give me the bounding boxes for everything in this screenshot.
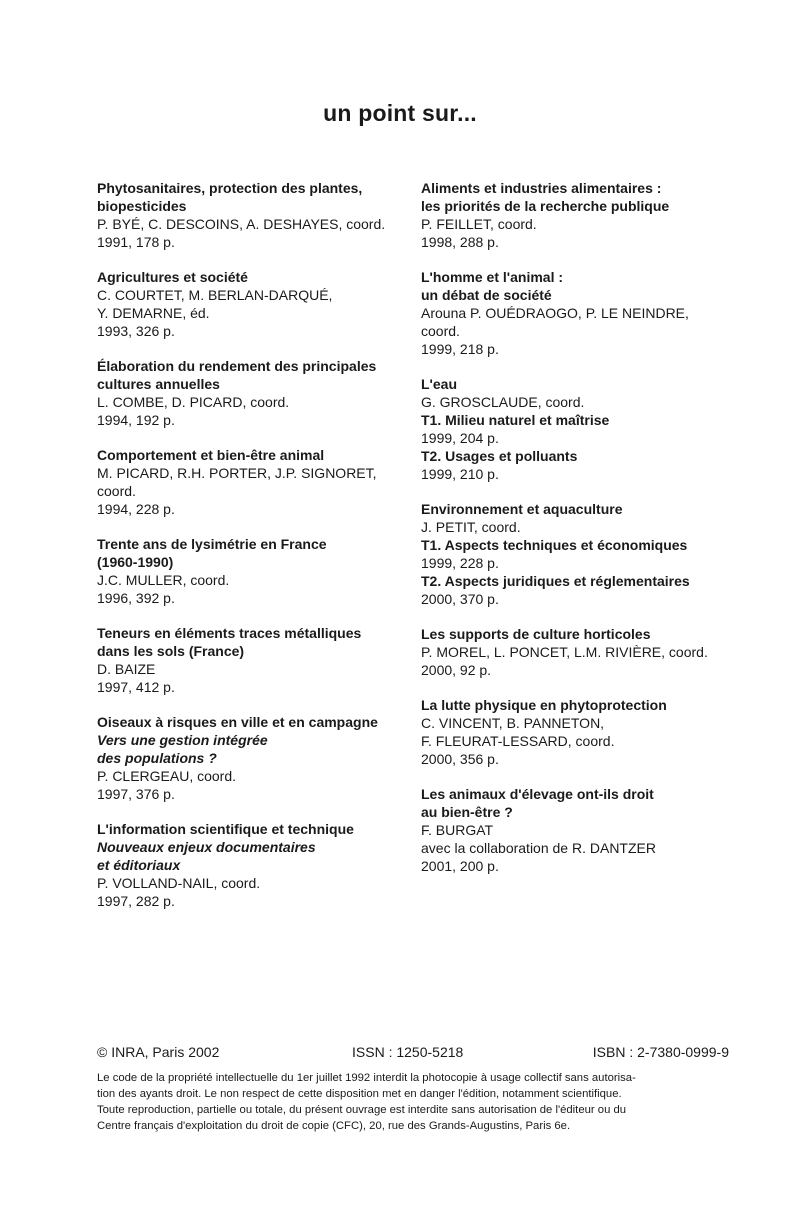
publication-detail: 1994, 228 p.	[97, 501, 175, 517]
page-title: un point sur...	[323, 100, 477, 126]
publication-title: Les animaux d'élevage ont-ils droit	[421, 786, 654, 802]
publication-title: (1960-1990)	[97, 554, 174, 570]
publication-detail: F. BURGAT	[421, 822, 494, 838]
publication-entry	[97, 179, 397, 251]
legal-line: Centre français d'exploitation du droit de copie (CFC), 20, rue des Grands-Augustins, Paris 6e.	[97, 1120, 571, 1132]
publication-title: Environnement et aquaculture	[421, 501, 623, 517]
publication-title: Élaboration du rendement des principales	[97, 358, 377, 374]
publication-entry	[97, 446, 397, 518]
isbn-number: ISBN : 2-7380-0999-9	[592, 1044, 729, 1060]
publication-title: L'eau	[421, 376, 458, 392]
publication-detail: 2000, 356 p.	[421, 751, 499, 767]
publication-entry	[97, 357, 397, 429]
publication-title: Comportement et bien-être animal	[97, 447, 325, 463]
right-column	[421, 179, 721, 892]
publication-detail: 1991, 178 p.	[97, 234, 175, 250]
publication-detail: C. COURTET, M. BERLAN-DARQUÉ,	[97, 287, 333, 303]
publication-entry	[97, 820, 397, 910]
publication-entry	[421, 785, 721, 875]
publication-title: Trente ans de lysimétrie en France	[97, 536, 327, 552]
publication-title: T1. Aspects techniques et économiques	[421, 537, 688, 553]
footer	[97, 1042, 729, 1134]
publication-title: Agricultures et société	[97, 269, 248, 285]
publication-title: T1. Milieu naturel et maîtrise	[421, 412, 610, 428]
publication-entry	[421, 696, 721, 768]
publication-detail: P. BYÉ, C. DESCOINS, A. DESHAYES, coord.	[97, 216, 386, 232]
publication-detail: 1999, 210 p.	[421, 466, 499, 482]
publication-title: L'information scientifique et technique	[97, 821, 354, 837]
publication-detail: C. VINCENT, B. PANNETON,	[421, 715, 605, 731]
publication-detail: 1998, 288 p.	[421, 234, 499, 250]
publication-subtitle: et éditoriaux	[97, 857, 181, 873]
legal-line: Toute reproduction, partielle ou totale, du présent ouvrage est interdite sans autorisation de l'éditeur ou du	[97, 1104, 627, 1116]
publication-title: dans les sols (France)	[97, 643, 245, 659]
publication-detail: P. CLERGEAU, coord.	[97, 768, 237, 784]
publication-title: La lutte physique en phytoprotection	[421, 697, 667, 713]
publication-title: les priorités de la recherche publique	[421, 198, 670, 214]
publication-detail: 1997, 412 p.	[97, 679, 175, 695]
publication-detail: 1997, 282 p.	[97, 893, 175, 909]
publication-detail: P. FEILLET, coord.	[421, 216, 537, 232]
publication-title: Phytosanitaires, protection des plantes,	[97, 180, 363, 196]
publication-title: cultures annuelles	[97, 376, 220, 392]
publication-entry	[97, 624, 397, 696]
publication-detail: P. VOLLAND-NAIL, coord.	[97, 875, 261, 891]
publication-detail: G. GROSCLAUDE, coord.	[421, 394, 585, 410]
publication-entry	[421, 179, 721, 251]
legal-line: tion des ayants droit. Le non respect de cette disposition met en danger l'édition, notamment scientifique.	[97, 1088, 622, 1100]
publication-detail: 1993, 326 p.	[97, 323, 175, 339]
publication-title: L'homme et l'animal :	[421, 269, 564, 285]
publication-detail: P. MOREL, L. PONCET, L.M. RIVIÈRE, coord.	[421, 644, 708, 660]
publication-entry	[97, 268, 397, 340]
publication-detail: Arouna P. OUÉDRAOGO, P. LE NEINDRE,	[421, 305, 689, 321]
publication-subtitle: Nouveaux enjeux documentaires	[97, 839, 316, 855]
publication-title: biopesticides	[97, 198, 187, 214]
publication-detail: F. FLEURAT-LESSARD, coord.	[421, 733, 615, 749]
legal-notice	[97, 1070, 729, 1134]
publication-title: T2. Usages et polluants	[421, 448, 578, 464]
publication-title: un débat de société	[421, 287, 552, 303]
publication-entry	[97, 535, 397, 607]
issn-number: ISSN : 1250-5218	[352, 1044, 464, 1060]
publication-entry	[97, 713, 397, 803]
publication-entry	[421, 625, 721, 679]
publication-title: Les supports de culture horticoles	[421, 626, 651, 642]
publication-detail: D. BAIZE	[97, 661, 156, 677]
publication-detail: L. COMBE, D. PICARD, coord.	[97, 394, 290, 410]
publication-detail: 2000, 370 p.	[421, 591, 499, 607]
publication-entry	[421, 268, 721, 358]
publication-detail: 1994, 192 p.	[97, 412, 175, 428]
publication-title: Oiseaux à risques en ville et en campagne	[97, 714, 378, 730]
publication-detail: J. PETIT, coord.	[421, 519, 521, 535]
left-column	[97, 179, 397, 927]
publication-detail: coord.	[97, 483, 136, 499]
publication-title: Teneurs en éléments traces métalliques	[97, 625, 362, 641]
publication-title: T2. Aspects juridiques et réglementaires	[421, 573, 690, 589]
publication-detail: 2000, 92 p.	[421, 662, 492, 678]
publication-subtitle: des populations ?	[97, 750, 217, 766]
publication-title: au bien-être ?	[421, 804, 513, 820]
publication-detail: coord.	[421, 323, 460, 339]
publication-detail: avec la collaboration de R. DANTZER	[421, 840, 656, 856]
publication-detail: 1999, 228 p.	[421, 555, 499, 571]
publication-detail: 1999, 204 p.	[421, 430, 499, 446]
publication-detail: 1997, 376 p.	[97, 786, 175, 802]
publication-detail: 2001, 200 p.	[421, 858, 499, 874]
footer-identifiers	[97, 1042, 729, 1062]
publication-entry	[421, 375, 721, 483]
publication-detail: M. PICARD, R.H. PORTER, J.P. SIGNORET,	[97, 465, 377, 481]
publication-subtitle: Vers une gestion intégrée	[97, 732, 268, 748]
publication-detail: Y. DEMARNE, éd.	[97, 305, 210, 321]
publication-detail: J.C. MULLER, coord.	[97, 572, 230, 588]
copyright-notice: © INRA, Paris 2002	[97, 1044, 220, 1060]
publication-title: Aliments et industries alimentaires :	[421, 180, 662, 196]
publication-detail: 1999, 218 p.	[421, 341, 499, 357]
publication-detail: 1996, 392 p.	[97, 590, 175, 606]
publication-entry	[421, 500, 721, 608]
legal-line: Le code de la propriété intellectuelle du 1er juillet 1992 interdit la photocopie à usage collectif sans autorisa-	[97, 1072, 636, 1084]
